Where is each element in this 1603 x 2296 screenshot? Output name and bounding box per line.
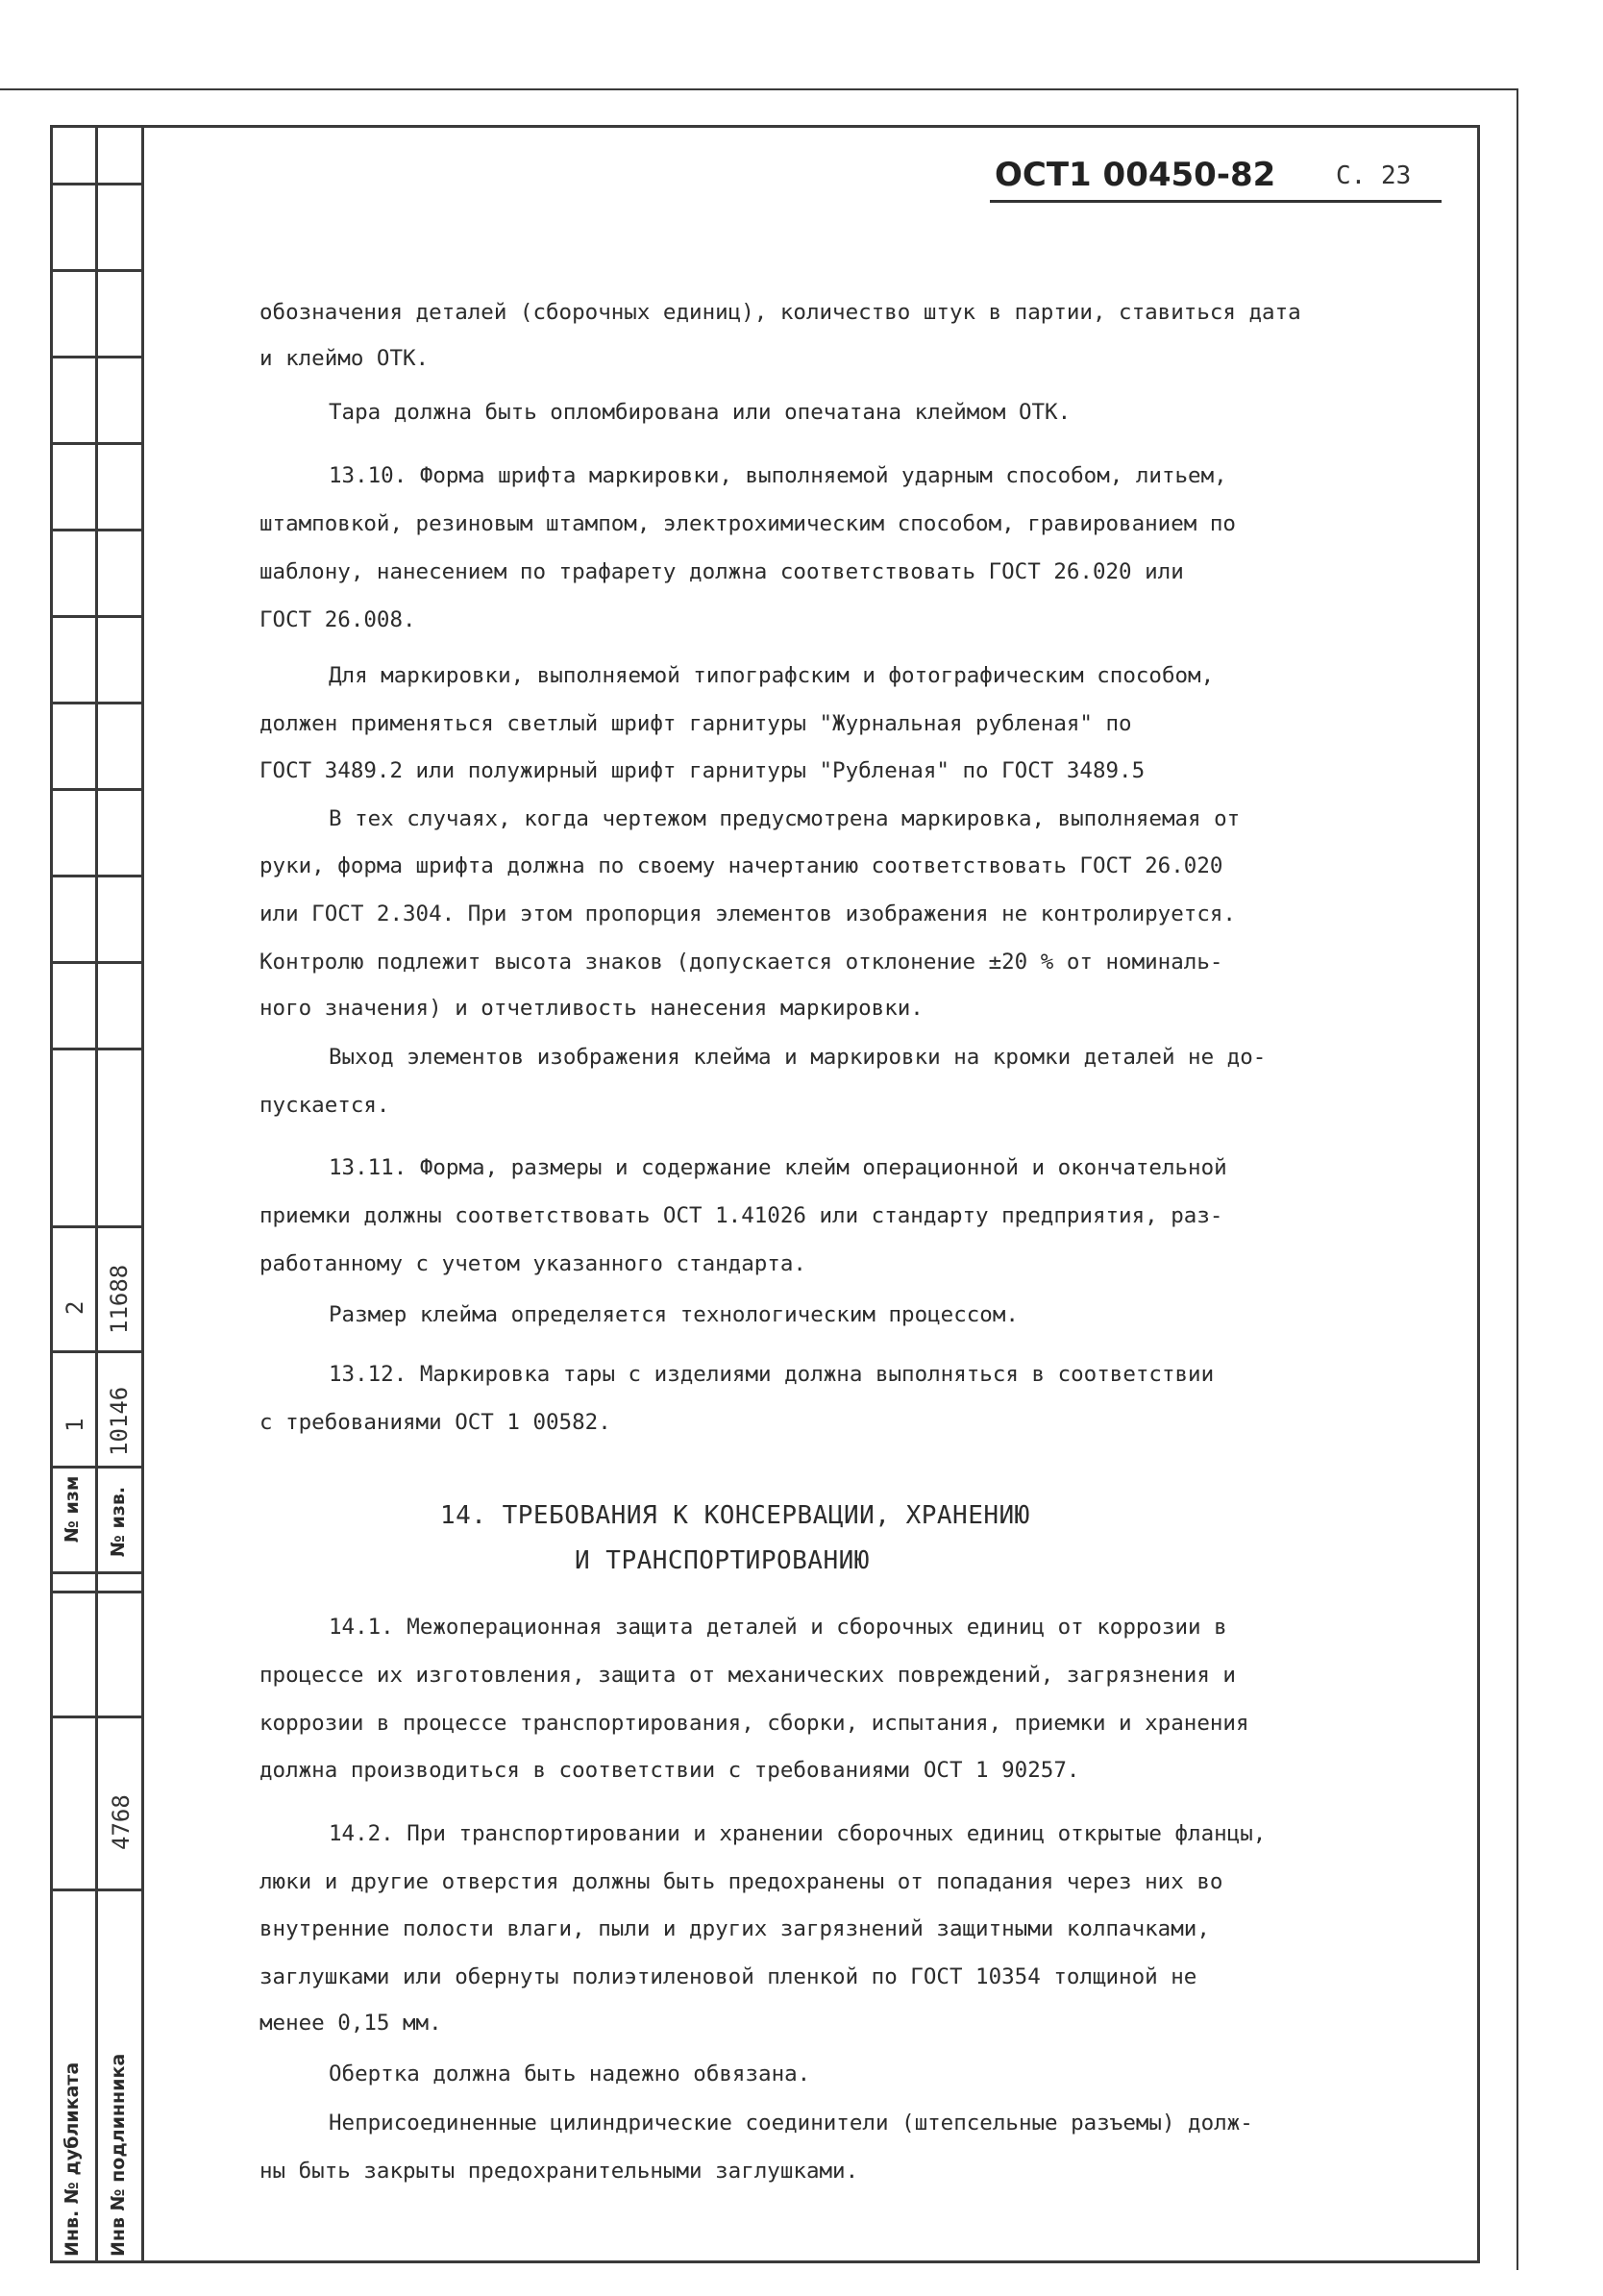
stamp-row-line (50, 1225, 144, 1228)
text-line: Выход элементов изображения клейма и маркировки на кромки деталей не до- (329, 1045, 1267, 1070)
stamp-row-line (50, 1466, 144, 1469)
stamp-divider (141, 125, 144, 2263)
text-line: Для маркировки, выполняемой типографским и фотографическим способом, (329, 663, 1215, 688)
stamp-inv-podl-value: 4768 (108, 1794, 135, 1850)
text-line: и клеймо ОТК. (259, 346, 430, 371)
stamp-row-line (50, 961, 144, 964)
text-line: руки, форма шрифта должна по своему начертанию соответствовать ГОСТ 26.020 (259, 853, 1223, 878)
stamp-row-line (50, 356, 144, 358)
text-line: Размер клейма определяется технологическим процессом. (329, 1302, 1019, 1327)
text-line: ГОСТ 3489.2 или полужирный шрифт гарнитуры "Рубленая" по ГОСТ 3489.5 (259, 758, 1146, 783)
header-underline (990, 200, 1442, 203)
section-title-line2: И ТРАНСПОРТИРОВАНИЮ (575, 1546, 870, 1575)
text-line: Неприсоединенные цилиндрические соединители (штепсельные разъемы) долж- (329, 2111, 1253, 2136)
stamp-row-line (50, 442, 144, 445)
stamp-row-line (50, 529, 144, 531)
text-line: процессе их изготовления, защита от механических повреждений, загрязнения и (259, 1663, 1236, 1688)
stamp-row-line (50, 1350, 144, 1353)
text-line: коррозии в процессе транспортирования, сборки, испытания, приемки и хранения (259, 1711, 1249, 1736)
text-line: люки и другие отверстия должны быть предохранены от попадания через них во (259, 1869, 1223, 1894)
stamp-row-line (50, 1889, 144, 1891)
stamp-izv-label: № изв. (108, 1486, 129, 1557)
stamp-row-line (50, 183, 144, 185)
stamp-izm-1: 1 (62, 1418, 88, 1432)
stamp-row-line (50, 1591, 144, 1593)
text-line: менее 0,15 мм. (259, 2011, 442, 2036)
page-header (990, 154, 1440, 202)
text-line: должна производиться в соответствии с требованиями ОСТ 1 90257. (259, 1758, 1080, 1783)
stamp-row-line (50, 1571, 144, 1574)
stamp-izm-label: № изм (62, 1475, 83, 1543)
stamp-row-line (50, 269, 144, 272)
stamp-row-line (50, 702, 144, 704)
document-code: ОСТ1 00450-82 (995, 156, 1276, 194)
text-line: шаблону, нанесением по трафарету должна соответствовать ГОСТ 26.020 или (259, 559, 1184, 584)
text-line: В тех случаях, когда чертежом предусмотрена маркировка, выполняемая от (329, 806, 1241, 831)
text-line: Обертка должна быть надежно обвязана. (329, 2061, 811, 2086)
stamp-inv-dubl-label: Инв. № дубликата (62, 2061, 83, 2257)
section-title-line1: 14. ТРЕБОВАНИЯ К КОНСЕРВАЦИИ, ХРАНЕНИЮ (440, 1501, 1030, 1530)
stamp-row-line (50, 1048, 144, 1050)
text-line: ГОСТ 26.008. (259, 607, 416, 632)
text-line: ны быть закрыты предохранительными заглушками. (259, 2159, 859, 2184)
stamp-inv-podl-label: Инв № подлинника (108, 2053, 129, 2257)
text-line: Тара должна быть опломбирована или опечатана клеймом ОТК. (329, 400, 1072, 425)
text-line: заглушками или обернуты полиэтиленовой пленкой по ГОСТ 10354 толщиной не (259, 1964, 1197, 1989)
text-line: Контролю подлежит высота знаков (допускается отклонение ±20 % от номиналь- (259, 950, 1223, 975)
stamp-izv-1: 10146 (106, 1386, 133, 1456)
text-line: 14.1. Межоперационная защита деталей и сборочных единиц от коррозии в (329, 1615, 1227, 1640)
text-line: штамповкой, резиновым штампом, электрохимическим способом, гравированием по (259, 511, 1236, 536)
text-line: или ГОСТ 2.304. При этом пропорция элементов изображения не контролируется. (259, 901, 1236, 926)
page-edge-right (1517, 88, 1518, 2270)
stamp-divider (95, 125, 98, 2263)
stamp-row-line (50, 615, 144, 618)
page-number: С. 23 (1336, 161, 1412, 190)
text-line: обозначения деталей (сборочных единиц), количество штук в партии, ставиться дата (259, 300, 1301, 325)
text-line: 13.12. Маркировка тары с изделиями должна выполняться в соответствии (329, 1362, 1215, 1387)
stamp-izv-2: 11688 (106, 1264, 133, 1334)
text-line: 14.2. При транспортировании и хранении сборочных единиц открытые фланцы, (329, 1821, 1267, 1846)
text-line: 13.11. Форма, размеры и содержание клейм операционной и окончательной (329, 1155, 1227, 1180)
stamp-column (50, 125, 144, 2263)
text-line: 13.10. Форма шрифта маркировки, выполняемой ударным способом, литьем, (329, 463, 1227, 488)
text-line: ного значения) и отчетливость нанесения маркировки. (259, 996, 924, 1021)
stamp-izm-2: 2 (62, 1300, 88, 1315)
text-line: работанному с учетом указанного стандарта. (259, 1251, 806, 1276)
stamp-row-line (50, 875, 144, 877)
text-line: должен применяться светлый шрифт гарнитуры "Журнальная рубленая" по (259, 711, 1132, 736)
stamp-row-line (50, 1716, 144, 1718)
page-edge-top (0, 88, 1518, 90)
stamp-row-line (50, 788, 144, 791)
text-line: приемки должны соответствовать ОСТ 1.41026 или стандарту предприятия, раз- (259, 1203, 1223, 1228)
text-line: с требованиями ОСТ 1 00582. (259, 1410, 611, 1435)
text-line: пускается. (259, 1093, 390, 1118)
text-line: внутренние полости влаги, пыли и других загрязнений защитными колпачками, (259, 1916, 1210, 1941)
